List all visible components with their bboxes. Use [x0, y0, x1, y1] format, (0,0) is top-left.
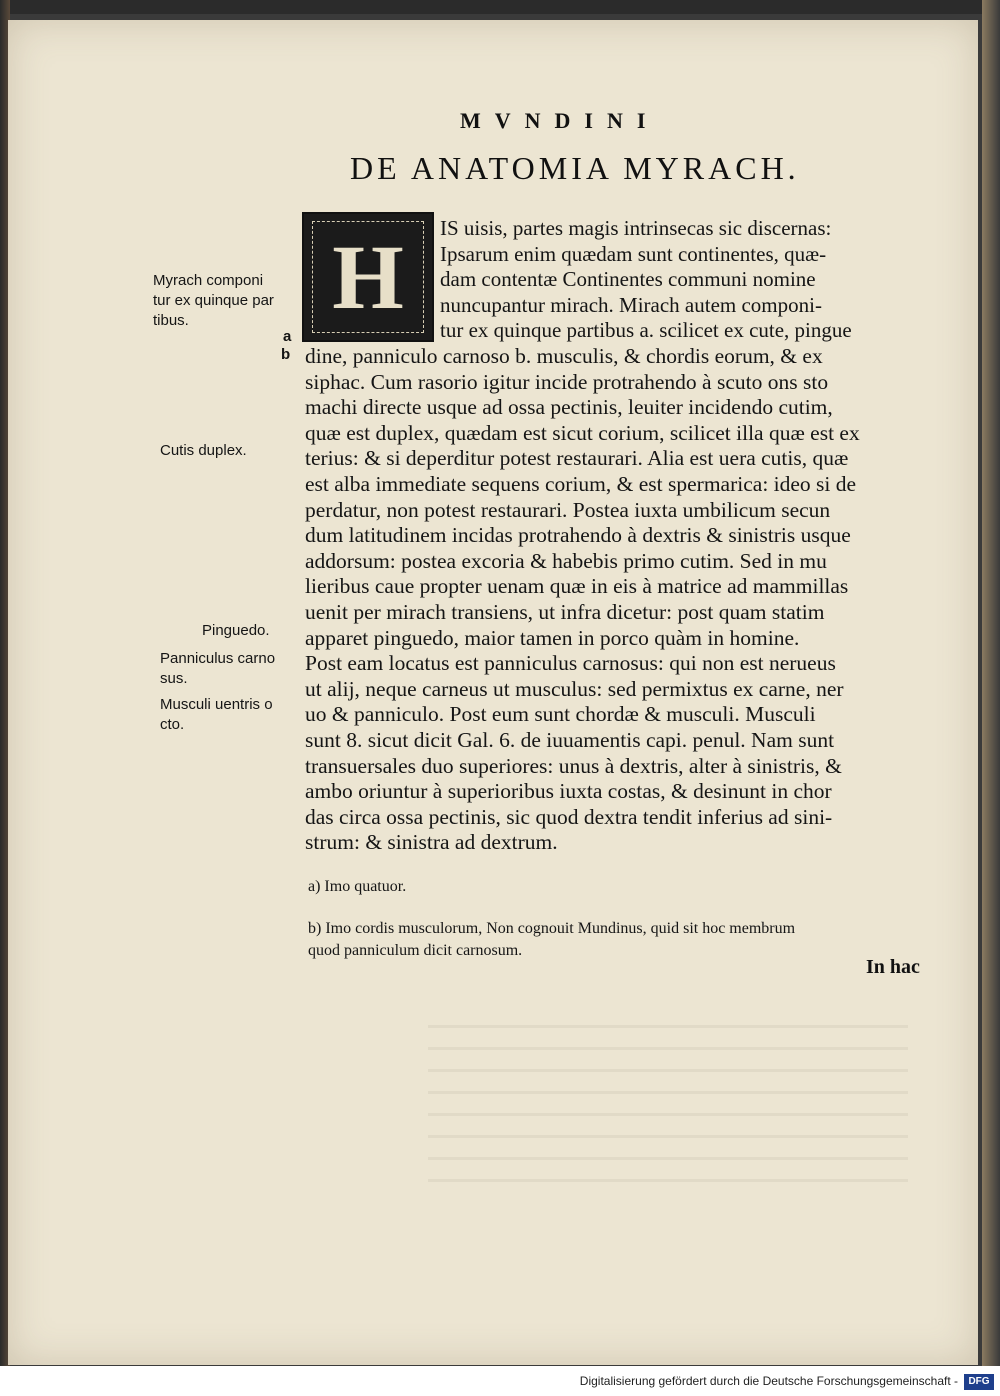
running-head: MVNDINI [460, 108, 660, 133]
page-title: DE ANATOMIA MYRACH. [350, 150, 800, 186]
note-marker-a: a [283, 328, 292, 345]
marginal-pinguedo: Pinguedo. [202, 622, 270, 639]
initial-letter: H [332, 226, 404, 328]
body-line: sunt 8. sicut dicit Gal. 6. de iuuamentis capi. penul. Nam sunt [305, 728, 835, 752]
body-line: ut alij, neque carneus ut musculus: sed permixtus ex carne, ner [305, 676, 844, 701]
body-line: perdatur, non potest restaurari. Postea iuxta umbilicum secun [305, 497, 831, 522]
catchword: In hac [866, 956, 920, 978]
body-line: dum latitudinem incidas protrahendo à dextris & sinistris usque [305, 523, 851, 548]
body-line: nuncupantur mirach. Mirach autem componi- [440, 292, 822, 317]
decorated-initial [302, 212, 434, 342]
marginal-panniculus-1: Panniculus carno [160, 650, 276, 667]
body-line: dam contentæ Continentes communi nomine [440, 267, 816, 292]
footnote-a: a) Imo quatuor. [308, 878, 407, 895]
body-line: strum: & sinistra ad dextrum. [305, 830, 558, 855]
body-line: machi directe usque ad ossa pectinis, leuiter incidendo cutim, [305, 395, 833, 420]
footnote-b-line2: quod panniculum dicit carnosum. [308, 942, 523, 959]
body-line: tur ex quinque partibus a. scilicet ex cute, pingue [440, 318, 852, 343]
marginal-myrach-1: Myrach componi [153, 272, 264, 289]
book-edge-right [982, 0, 1000, 1396]
body-line: quæ est duplex, quædam est sicut corium, scilicet illa quæ est ex [305, 420, 860, 445]
body-line: est alba immediate sequens corium, & est spermarica: ideo si de [305, 472, 857, 496]
body-line: apparet pinguedo, maior tamen in porco quàm in homine. [305, 625, 800, 650]
body-line: das circa ossa pectinis, sic quod dextra tendit inferius ad sini- [305, 804, 833, 829]
funding-credit: Digitalisierung gefördert durch die Deutsche Forschungsgemeinschaft - [579, 1374, 958, 1388]
scan-top-strip [0, 0, 1000, 14]
body-line: transuersales duo superiores: unus à dextris, alter à sinistris, & [305, 753, 842, 778]
marginal-musculi-2: cto. [160, 716, 185, 733]
marginal-myrach-3: tibus. [153, 312, 189, 329]
marginal-myrach-2: tur ex quinque par [153, 292, 274, 309]
marginal-panniculus-2: sus. [160, 670, 188, 687]
body-line: siphac. Cum rasorio igitur incide protrahendo à scuto ons sto [305, 369, 829, 394]
body-line: uo & panniculo. Post eum sunt chordæ & musculi. Musculi [305, 702, 816, 727]
body-line: lieribus caue propter uenam quæ in eis à matrice ad mammillas [305, 574, 849, 599]
dfg-logo: DFG [964, 1374, 994, 1390]
body-line: uenit per mirach transiens, ut infra dicetur: post quam statim [305, 600, 825, 624]
body-line: IS uisis, partes magis intrinsecas sic discernas: [440, 216, 832, 240]
body-line: Ipsarum enim quædam sunt continentes, quæ- [440, 241, 827, 266]
marginal-cutis: Cutis duplex. [160, 442, 247, 459]
marginal-musculi-1: Musculi uentris o [160, 696, 273, 713]
body-line: terius: & si deperditur potest restaurari. Alia est uera cutis, quæ [305, 446, 849, 471]
initial-frame [312, 221, 424, 333]
footnote-b-line1: b) Imo cordis musculorum, Non cognouit Mundinus, quid sit hoc membrum [308, 920, 796, 937]
body-line: Post eam locatus est panniculus carnosus: qui non est nerueus [305, 651, 836, 676]
footer-bar [0, 1366, 1000, 1396]
show-through [428, 1025, 908, 1185]
body-line: addorsum: postea excoria & habebis primo cutim. Sed in mu [305, 548, 827, 573]
note-marker-b: b [281, 346, 291, 363]
body-line: ambo oriuntur à superioribus iuxta costas, & desinunt in chor [305, 779, 832, 804]
body-line: dine, panniculo carnoso b. musculis, & chordis eorum, & ex [305, 344, 823, 368]
